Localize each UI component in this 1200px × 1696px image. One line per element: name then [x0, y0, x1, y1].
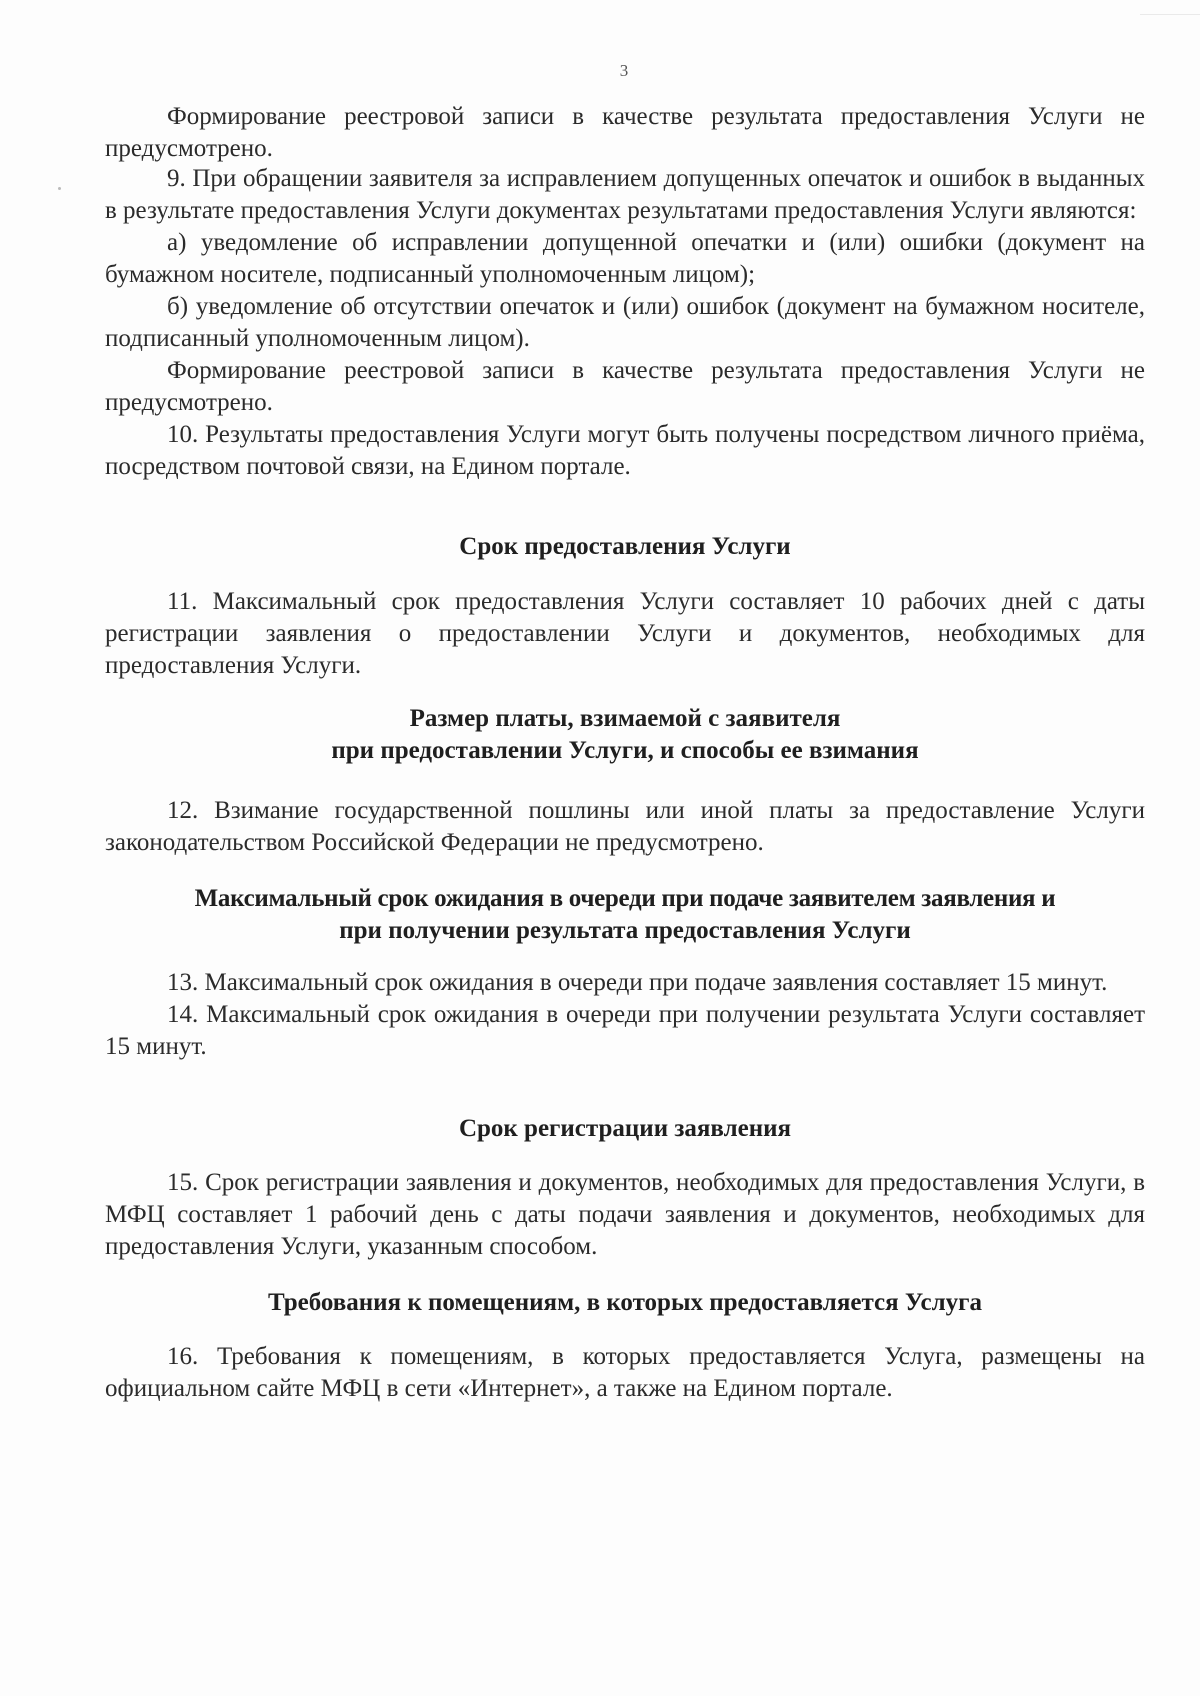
section-fee [105, 703, 1145, 767]
paragraph-11: 11. Максимальный срок предоставления Услуги составляет 10 рабочих дней с даты регистрации заявления о предоставлении Услуги и документов, необходимых для предоставления Услуги. [105, 588, 1145, 679]
paragraph-9b: б) уведомление об отсутствии опечаток и (или) ошибок (документ на бумажном носителе, подписанный уполномоченным лицом). [105, 293, 1145, 352]
section-registration [105, 1113, 1145, 1145]
section-heading-fee-line2: при предоставлении Услуги, и способы ее взимания [331, 737, 919, 764]
section-heading-fee-line1: Размер платы, взимаемой с заявителя [409, 705, 841, 732]
section-heading-queue [105, 883, 1145, 947]
paragraph-registry-note-2: Формирование реестровой записи в качестве результата предоставления Услуги не предусмотрено. [105, 357, 1145, 416]
paragraph-14: 14. Максимальный срок ожидания в очереди при получении результата Услуги составляет 15 минут. [105, 1001, 1145, 1060]
section-heading-premises: Требования к помещениям, в которых предоставляется Услуга [267, 1289, 983, 1316]
section-heading-fee [105, 703, 1145, 767]
section-heading-term: Срок предоставления Услуги [459, 533, 791, 560]
section-heading-queue-line1: Максимальный срок ожидания в очереди при подаче заявителем заявления и [194, 885, 1056, 912]
section-heading-queue-line2: при получении результата предоставления Услуги [339, 917, 911, 944]
section-premises [105, 1287, 1145, 1319]
section-fee-body [105, 795, 1145, 859]
paragraph-13: 13. Максимальный срок ожидания в очереди при подаче заявления составляет 15 минут. [167, 969, 1108, 996]
section-registration-body [105, 1167, 1145, 1263]
paragraph-12: 12. Взимание государственной пошлины или иной платы за предоставление Услуги законодательством Российской Федерации не предусмотрено. [105, 797, 1145, 856]
section-premises-body [105, 1341, 1145, 1405]
section-term-body [105, 586, 1145, 682]
paragraph-10: 10. Результаты предоставления Услуги могут быть получены посредством личного приёма, посредством почтовой связи, на Едином портале. [105, 421, 1145, 480]
scan-artifact [1140, 0, 1200, 15]
scan-artifact [58, 187, 61, 190]
paragraph-16: 16. Требования к помещениям, в которых предоставляется Услуга, размещены на официальном сайте МФЦ в сети «Интернет», а также на Едином портале. [105, 1343, 1145, 1402]
section-term [105, 531, 1145, 563]
paragraph-registry-note: Формирование реестровой записи в качестве результата предоставления Услуги не предусмотрено. [105, 103, 1145, 162]
paragraph-9a: а) уведомление об исправлении допущенной опечатки и (или) ошибки (документ на бумажном носителе, подписанный уполномоченным лицом); [105, 229, 1145, 288]
section-heading-registration: Срок регистрации заявления [458, 1115, 792, 1142]
section-queue-body [105, 967, 1145, 1063]
section-queue [105, 883, 1145, 947]
intro-block [105, 101, 1145, 483]
paragraph-9: 9. При обращении заявителя за исправлением допущенных опечаток и ошибок в выданных в результате предоставления Услуги документах результатами предоставления Услуги являются: [105, 165, 1145, 224]
page-number: 3 [619, 61, 629, 80]
paragraph-15: 15. Срок регистрации заявления и документов, необходимых для предоставления Услуги, в МФЦ составляет 1 рабочий день с даты подачи заявления и документов, необходимых для предоставления Услуги, указанным способом. [105, 1169, 1145, 1260]
